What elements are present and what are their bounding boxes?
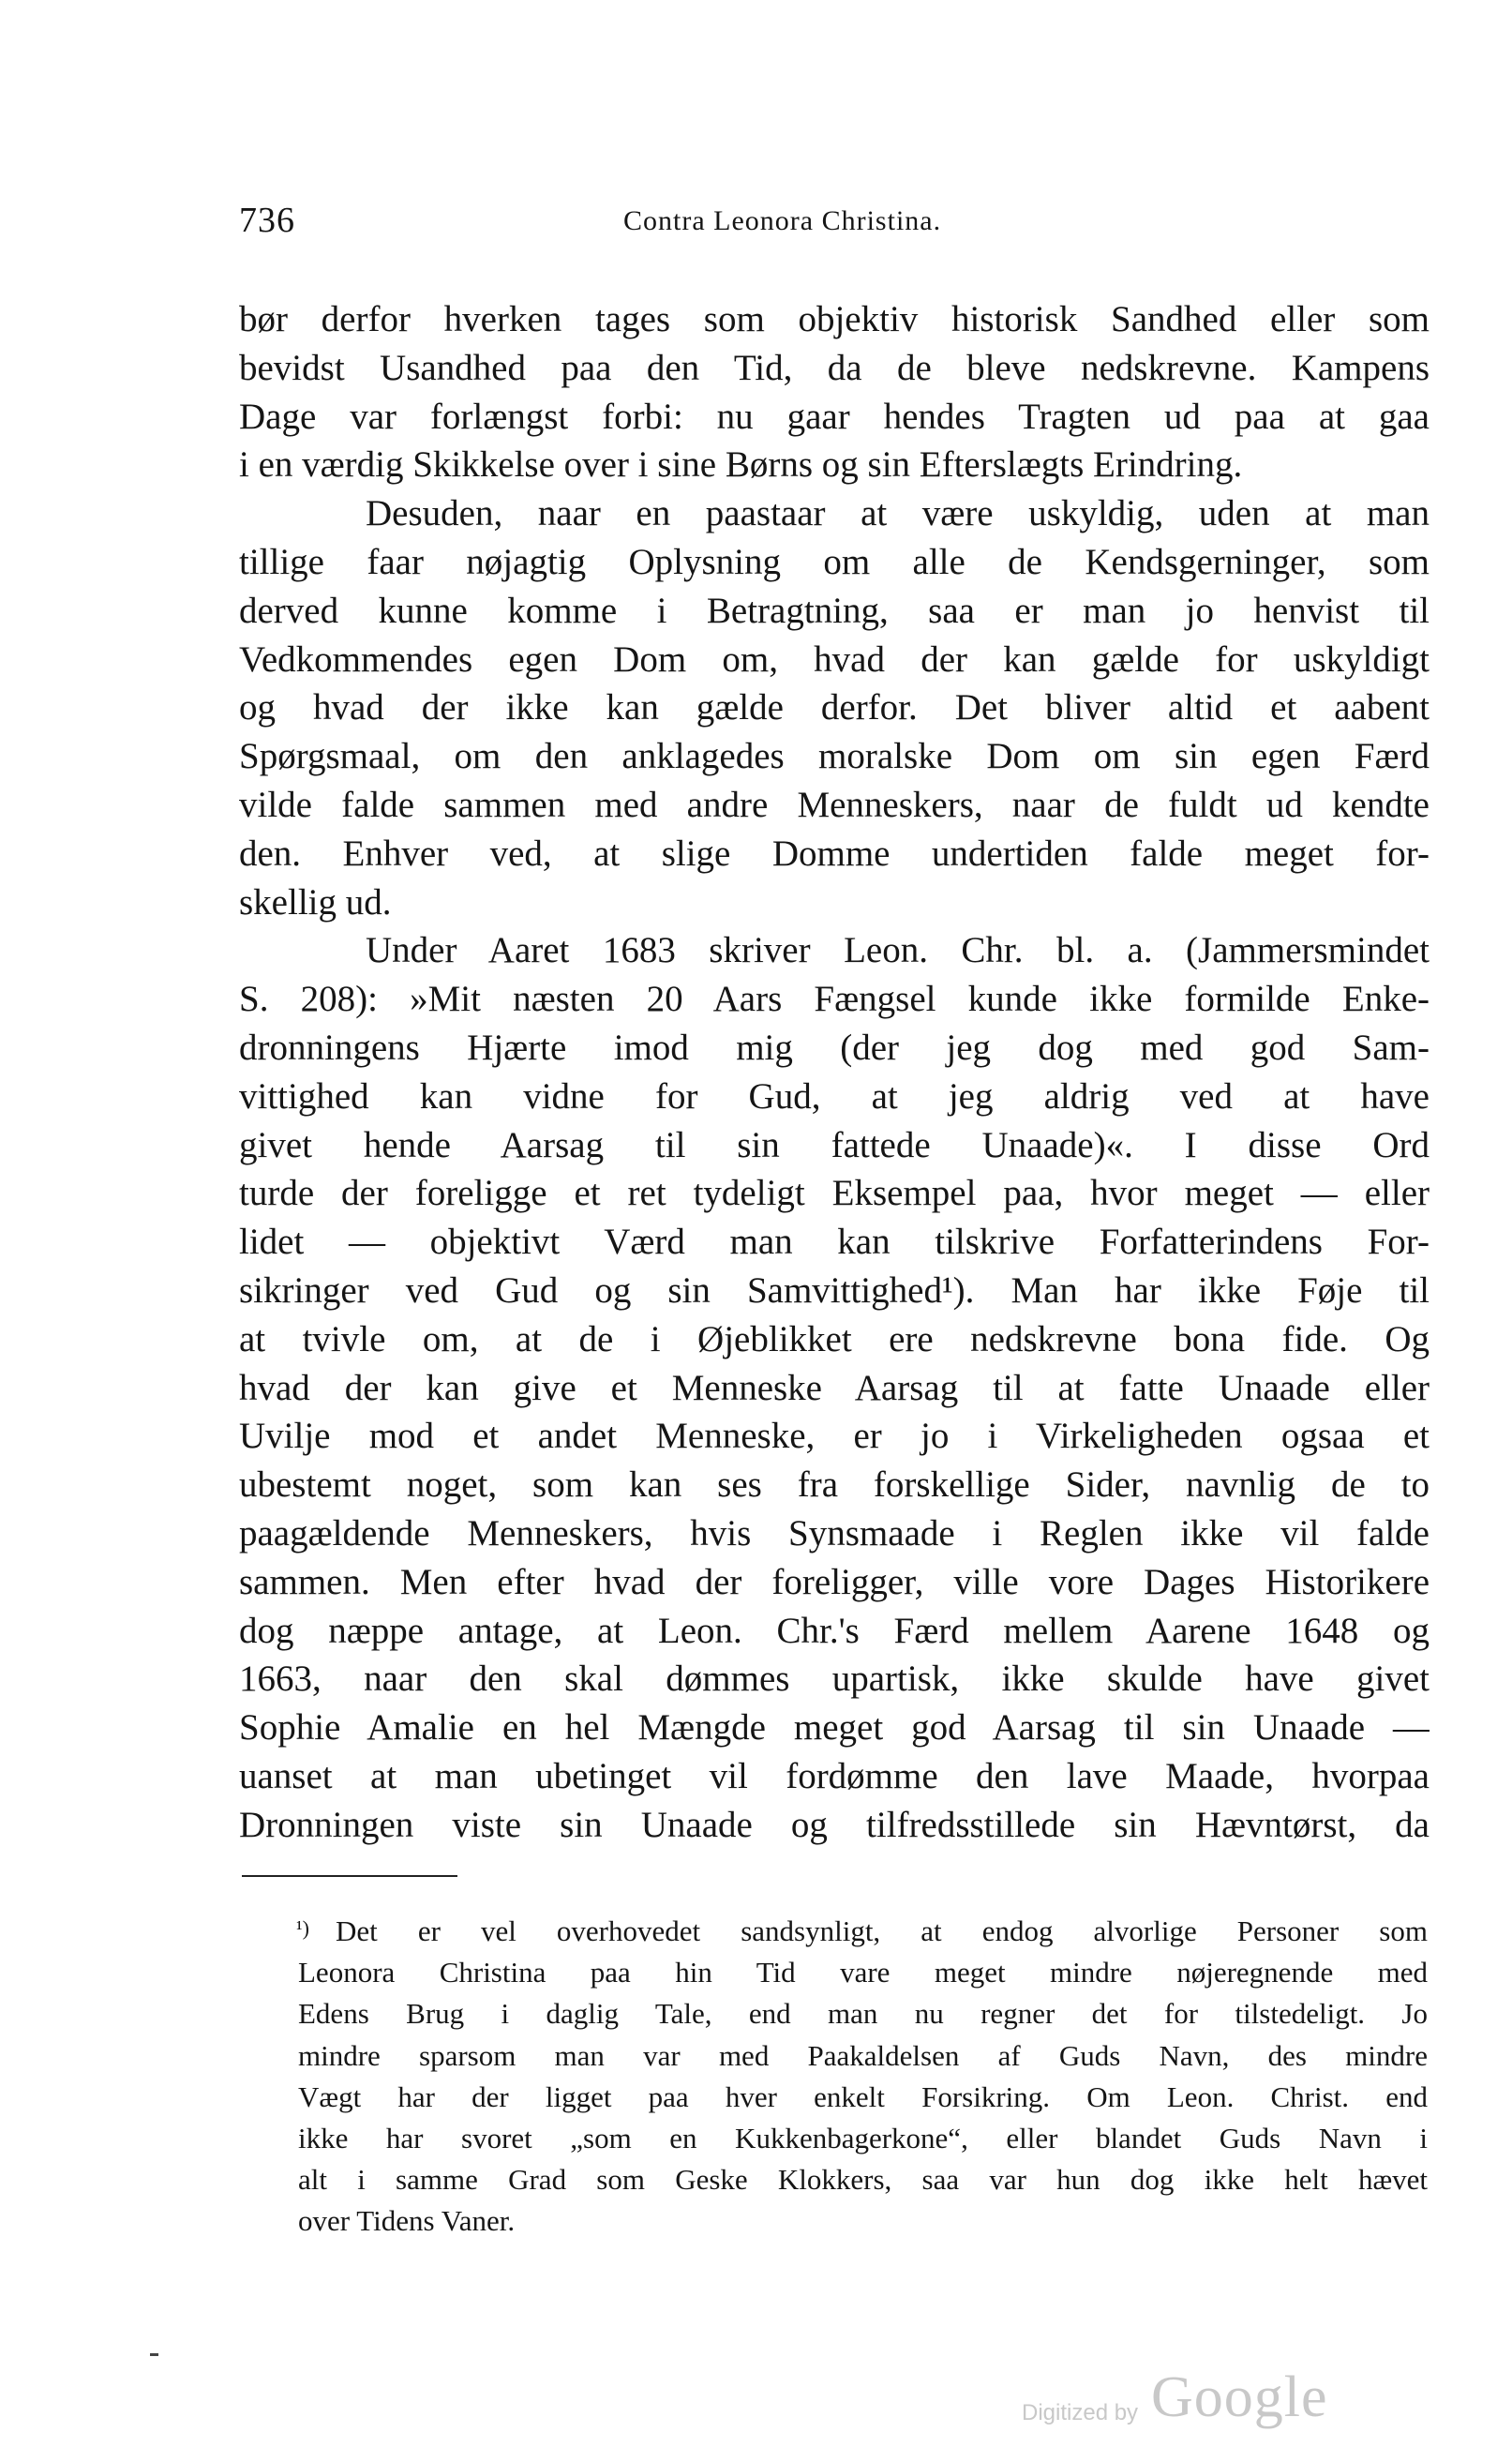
text-line: uanset at man ubetinget vil fordømme den lave Maade, hvorpaa bbox=[239, 1755, 1430, 1796]
footnote-line: Vægt har der ligget paa hver enkelt Forsikring. Om Leon. Christ. end bbox=[298, 2079, 1428, 2113]
text-line: paagældende Menneskers, hvis Synsmaade i Reglen ikke vil falde bbox=[239, 1512, 1430, 1554]
text-line: Sophie Amalie en hel Mængde meget god Aarsag til sin Unaade — bbox=[239, 1707, 1430, 1749]
text-line: tillige faar nøjagtig Oplysning om alle de Kendsgerninger, som bbox=[239, 541, 1430, 582]
text-line: Dage var forlængst forbi: nu gaar hendes Tragten ud paa at gaa bbox=[239, 396, 1430, 437]
text-line: 1663, naar den skal dømmes upartisk, ikke skulde have givet bbox=[239, 1659, 1430, 1700]
text-line: bør derfor hverken tages som objektiv historisk Sandhed eller som bbox=[239, 299, 1430, 339]
footnote-divider bbox=[242, 1875, 457, 1877]
text-line: givet hende Aarsag til sin fattede Unaade)«. I disse Ord bbox=[239, 1124, 1430, 1165]
text-line: Spørgsmaal, om den anklagedes moralske Dom om sin egen Færd bbox=[239, 736, 1430, 777]
watermark-prefix: Digitized by bbox=[1022, 2400, 1139, 2425]
text-line: bevidst Usandhed paa den Tid, da de bleve nedskrevne. Kampens bbox=[239, 347, 1430, 388]
text-line: Vedkommendes egen Dom om, hvad der kan gælde for uskyldigt bbox=[239, 638, 1430, 680]
text-line: vittighed kan vidne for Gud, at jeg aldrig ved at have bbox=[239, 1075, 1430, 1117]
footnote-line: ikke har svoret „som en Kukkenbagerkone“, eller blandet Guds Navn i bbox=[298, 2121, 1428, 2154]
text-line: sikringer ved Gud og sin Samvittighed¹). Man har ikke Føje til bbox=[239, 1269, 1430, 1311]
text-line: Dronningen viste sin Unaade og tilfredsstillede sin Hævntørst, da bbox=[239, 1804, 1430, 1845]
text-line: derved kunne komme i Betragtning, saa er man jo henvist til bbox=[239, 590, 1430, 631]
watermark-brand-logo: Google bbox=[1151, 2365, 1328, 2429]
text-line: ubestemt noget, som kan ses fra forskellige Sider, navnlig de to bbox=[239, 1464, 1430, 1506]
text-line: i en værdig Skikkelse over i sine Børns og sin Efterslægts Erindring. bbox=[239, 444, 1243, 486]
text-line: vilde falde sammen med andre Menneskers, naar de fuldt ud kendte bbox=[239, 784, 1430, 825]
footnote-line: alt i samme Grad som Geske Klokkers, saa var hun dog ikke helt hævet bbox=[298, 2163, 1428, 2197]
text-line: dronningens Hjærte imod mig (der jeg dog med god Sam- bbox=[239, 1027, 1430, 1068]
page-number: 736 bbox=[239, 201, 295, 240]
text-line: Under Aaret 1683 skriver Leon. Chr. bl. a. (Jammersmindet bbox=[366, 930, 1430, 971]
page-header bbox=[239, 197, 1430, 253]
text-line: lidet — objektivt Værd man kan tilskrive Forfatterindens For- bbox=[239, 1222, 1430, 1263]
footnote-line: Det er vel overhovedet sandsynligt, at endog alvorlige Personer som bbox=[336, 1914, 1428, 1947]
footnote-line: Edens Brug i daglig Tale, end man nu regner det for tilstedeligt. Jo bbox=[298, 1997, 1428, 2031]
footnote-marker: ¹) bbox=[296, 1916, 309, 1940]
scan-speck bbox=[150, 2353, 158, 2356]
text-line: skellig ud. bbox=[239, 881, 392, 923]
text-line: den. Enhver ved, at slige Domme undertiden falde meget for- bbox=[239, 833, 1430, 874]
text-line: dog næppe antage, at Leon. Chr.'s Færd mellem Aarene 1648 og bbox=[239, 1610, 1430, 1651]
text-line: S. 208): »Mit næsten 20 Aars Fængsel kunde ikke formilde Enke- bbox=[239, 979, 1430, 1020]
text-line: sammen. Men efter hvad der foreligger, ville vore Dages Historikere bbox=[239, 1561, 1430, 1602]
main-text bbox=[239, 295, 1430, 1850]
footnote-line: Leonora Christina paa hin Tid vare meget mindre nøjeregnende med bbox=[298, 1956, 1428, 1989]
footnote-line: over Tidens Vaner. bbox=[298, 2204, 516, 2238]
running-title: Contra Leonora Christina. bbox=[623, 205, 942, 236]
footnote bbox=[298, 1911, 1428, 2243]
text-line: og hvad der ikke kan gælde derfor. Det bliver altid et aabent bbox=[239, 687, 1430, 728]
text-line: at tvivle om, at de i Øjeblikket ere nedskrevne bona fide. Og bbox=[239, 1318, 1430, 1359]
text-line: Uvilje mod et andet Menneske, er jo i Virkeligheden ogsaa et bbox=[239, 1416, 1430, 1457]
text-line: hvad der kan give et Menneske Aarsag til at fatte Unaade eller bbox=[239, 1367, 1430, 1408]
footnote-line: mindre sparsom man var med Paakaldelsen af Guds Navn, des mindre bbox=[298, 2038, 1428, 2072]
text-line: Desuden, naar en paastaar at være uskyldig, uden at man bbox=[366, 493, 1430, 534]
text-line: turde der foreligge et ret tydeligt Eksempel paa, hvor meget — eller bbox=[239, 1173, 1430, 1214]
